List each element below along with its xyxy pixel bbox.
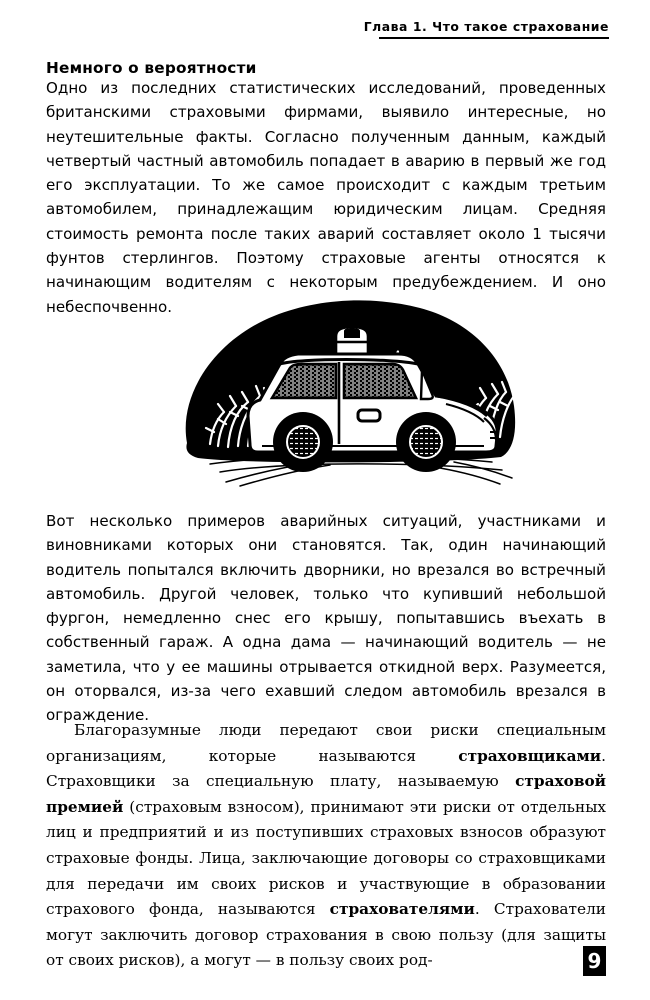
term-insurance-premium: страховой премией: [46, 772, 606, 816]
definitions-text-2: . Страховщики за специальную плату, называемую: [46, 746, 606, 791]
illustration-car-with-teapot: [140, 296, 540, 501]
definitions-text-1: Благоразумные люди передают свои риски специальным организациям, которые называются: [46, 721, 606, 765]
page-number: 9: [583, 946, 606, 976]
running-head-rule: [379, 37, 609, 39]
definitions-text-3: (страховым взносом), принимают эти риски от отдельных лиц и предприятий и из поступивших страховых взносов образуют страховые фонды. Лица, заключающие договоры со страховщиками для передачи им своих рисков и участвующие в образовании страхового фонда, называются: [46, 797, 606, 919]
term-insurers: страховщиками: [458, 746, 602, 765]
paragraph-examples: Вот несколько примеров аварийных ситуаций, участниками и виновниками которых они становятся. Так, один начинающий водитель попытался включить дворники, но врезался во встречный автомобиль. Другой человек, только что купивший небольшой фургон, немедленно снес его крышу, попытавшись въехать в собственный гараж. А одна дама — начинающий водитель — не заметила, что у ее машины отрывается откидной верх. Разумеется, он оторвался, из-за чего ехавший следом автомобиль врезался в ограждение.: [46, 512, 606, 725]
running-head-chapter-title: Глава 1. Что такое страхование: [363, 19, 609, 34]
paragraph-intro: Одно из последних статистических исследований, проведенных британскими страховыми фирмами, выявило интересные, но неутешительные факты. Согласно полученным данным, каждый четвертый частный автомобиль попадает в аварию в первый же год его эксплуатации. То же самое происходит с каждым третьим автомобилем, принадлежащим юридическим лицам. Средняя стоимость ремонта после таких аварий составляет около 1 тысячи фунтов стерлингов. Поэтому страховые агенты относятся к начинающим водителям с некоторым предубеждением. И оно небеспочвенно.: [46, 79, 606, 316]
paragraph-definitions: [46, 718, 606, 974]
term-policyholders: страхователями: [329, 900, 475, 919]
page-title: Немного о вероятности: [46, 58, 257, 77]
illustration-svg: [140, 296, 540, 501]
definitions-text-4: . Страхователи могут заключить договор страхования в свою пользу (для защиты от своих рисков), а могут — в пользу своих род-: [46, 900, 606, 970]
